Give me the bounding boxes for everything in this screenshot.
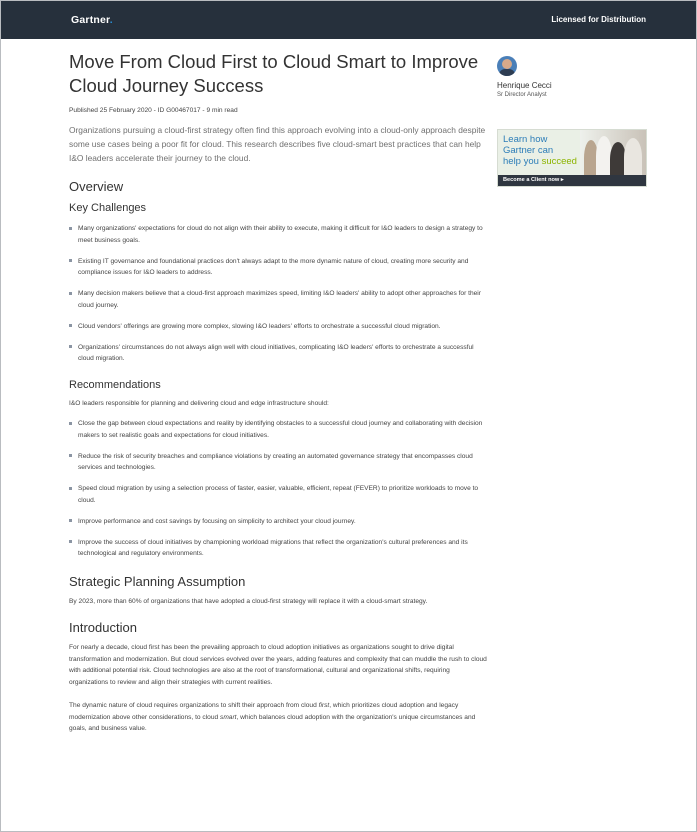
bullet-icon: [69, 345, 72, 348]
list-item-text: Speed cloud migration by using a selection process of faster, easier, valuable, efficient, repeat (FEVER) to prioritize workloads to move to cloud.: [78, 485, 479, 504]
author-role: Sr Director Analyst: [497, 92, 547, 98]
list-item-text: Organizations' circumstances do not always align well with cloud initiatives, complicating I&O leaders' efforts to orchestrate a successful cloud migration.: [78, 343, 474, 362]
author-avatar[interactable]: [497, 56, 517, 76]
strategic-planning-text: By 2023, more than 60% of organizations that have adopted a cloud-first strategy will replace it with a cloud-smart strategy.: [69, 597, 428, 605]
top-bar: [1, 1, 696, 39]
ad-line: [503, 156, 583, 167]
list-item: [69, 418, 489, 441]
bullet-icon: [69, 519, 72, 522]
ad-highlight: succeed: [541, 156, 577, 167]
article-title: Move From Cloud First to Cloud Smart to Improve Cloud Journey Success: [69, 51, 479, 96]
list-item-text: Close the gap between cloud expectations and reality by identifying obstacles to a successful cloud journey and collaborating with decision makers to set realistic goals and expectations for cloud initiatives.: [78, 420, 483, 439]
list-item-text: Improve the success of cloud initiatives by championing workload migrations that reflect the organization's cultural preferences and its technological and regulatory environments.: [78, 538, 468, 557]
bullet-icon: [69, 422, 72, 425]
emphasis-text: first: [318, 702, 330, 709]
ad-line: Learn how: [503, 134, 548, 145]
introduction-paragraph-1: For nearly a decade, cloud first has been the prevailing approach to cloud adoption initiatives as organizations sought to drive digital transformation and modernization. But cloud services evolved over the years, adding features and complexity that can muddle the rush to cloud with additional potential risk. Cloud technologies are also at the root of transformational, cultural and organizational shifts, requiring organizations to review and align their strategies with current realities.: [69, 644, 487, 686]
bullet-icon: [69, 259, 72, 262]
bullet-icon: [69, 487, 72, 490]
ad-text: [503, 134, 583, 167]
ad-line-prefix: help you: [503, 156, 542, 167]
introduction-heading: Introduction: [69, 620, 137, 635]
introduction-paragraph-2: [69, 700, 489, 735]
emphasis-text: smart: [220, 713, 237, 721]
author-name[interactable]: Henrique Cecci: [497, 81, 552, 90]
list-item-text: Many decision makers believe that a cloud-first approach maximizes speed, limiting I&O leaders' ability to adopt other approaches for their cloud journey.: [78, 290, 481, 309]
avatar-face: [502, 59, 512, 69]
ad-line-suffix: can: [535, 145, 554, 156]
bullet-icon: [69, 227, 72, 230]
strategic-planning-heading: Strategic Planning Assumption: [69, 573, 246, 589]
list-item-text: Existing IT governance and foundational practices don't always adapt to the more dynamic nature of cloud, creating more security and compliance issues for I&O leaders to address.: [78, 257, 469, 276]
article-summary: Organizations pursuing a cloud-first strategy often find this approach evolving into a cloud-only approach despite some use cases being a poor fit for cloud. This research describes five cloud-smart best practices that can help I&O leaders accelerate their journey to the cloud.: [69, 125, 486, 163]
list-item: [69, 342, 489, 365]
paragraph-text: The dynamic nature of cloud requires organizations to shift their approach from cloud: [69, 702, 319, 709]
list-item-text: Reduce the risk of security breaches and compliance violations by creating an automated governance strategy that encompasses cloud services and technologies.: [78, 452, 473, 471]
list-item: [69, 451, 489, 474]
key-challenges-list: [69, 223, 489, 365]
list-item: [69, 483, 489, 506]
logo-text: Gartner: [71, 14, 110, 26]
ad-brand: Gartner: [503, 145, 536, 156]
become-client-link[interactable]: Become a Client now ▸: [498, 175, 647, 186]
key-challenges-heading: Key Challenges: [69, 202, 147, 214]
article-main: [69, 50, 489, 735]
people-image: [580, 130, 646, 176]
logo-dot: .: [109, 14, 113, 26]
avatar-shirt: [499, 69, 515, 76]
list-item-text: Cloud vendors' offerings are growing more complex, slowing I&O leaders' efforts to orchestrate a successful cloud migration.: [78, 322, 441, 330]
list-item-text: Many organizations' expectations for cloud do not align with their ability to execute, making it difficult for I&O leaders to design a strategy to meet business goals.: [78, 225, 483, 244]
list-item: [69, 516, 489, 528]
overview-heading: Overview: [69, 179, 124, 194]
paragraph-text: , which balances cloud adoption with the organization's unique circumstances and goals, and business value.: [69, 713, 476, 732]
list-item: [69, 288, 489, 311]
bullet-icon: [69, 292, 72, 295]
bullet-icon: [69, 454, 72, 457]
bullet-icon: [69, 324, 72, 327]
gartner-logo[interactable]: [71, 14, 113, 26]
recommendations-heading: Recommendations: [69, 378, 161, 391]
recommendations-list: [69, 418, 489, 560]
licensed-label: Licensed for Distribution: [551, 15, 646, 24]
ad-line: [503, 145, 583, 156]
list-item-text: Improve performance and cost savings by focusing on simplicity to architect your cloud journey.: [78, 517, 356, 525]
list-item: [69, 537, 489, 560]
paragraph-text: , which prioritizes cloud adoption and legacy modernization above other considerations, to cloud: [69, 702, 459, 721]
article-meta: Published 25 February 2020 - ID G00467017 - 9 min read: [69, 107, 238, 114]
bullet-icon: [69, 540, 72, 543]
list-item: [69, 256, 489, 279]
list-item: [69, 223, 489, 246]
list-item: [69, 321, 489, 333]
person-figure: [624, 138, 642, 176]
recommendations-intro: I&O leaders responsible for planning and delivering cloud and edge infrastructure should:: [69, 399, 329, 407]
become-client-banner[interactable]: [497, 129, 647, 187]
